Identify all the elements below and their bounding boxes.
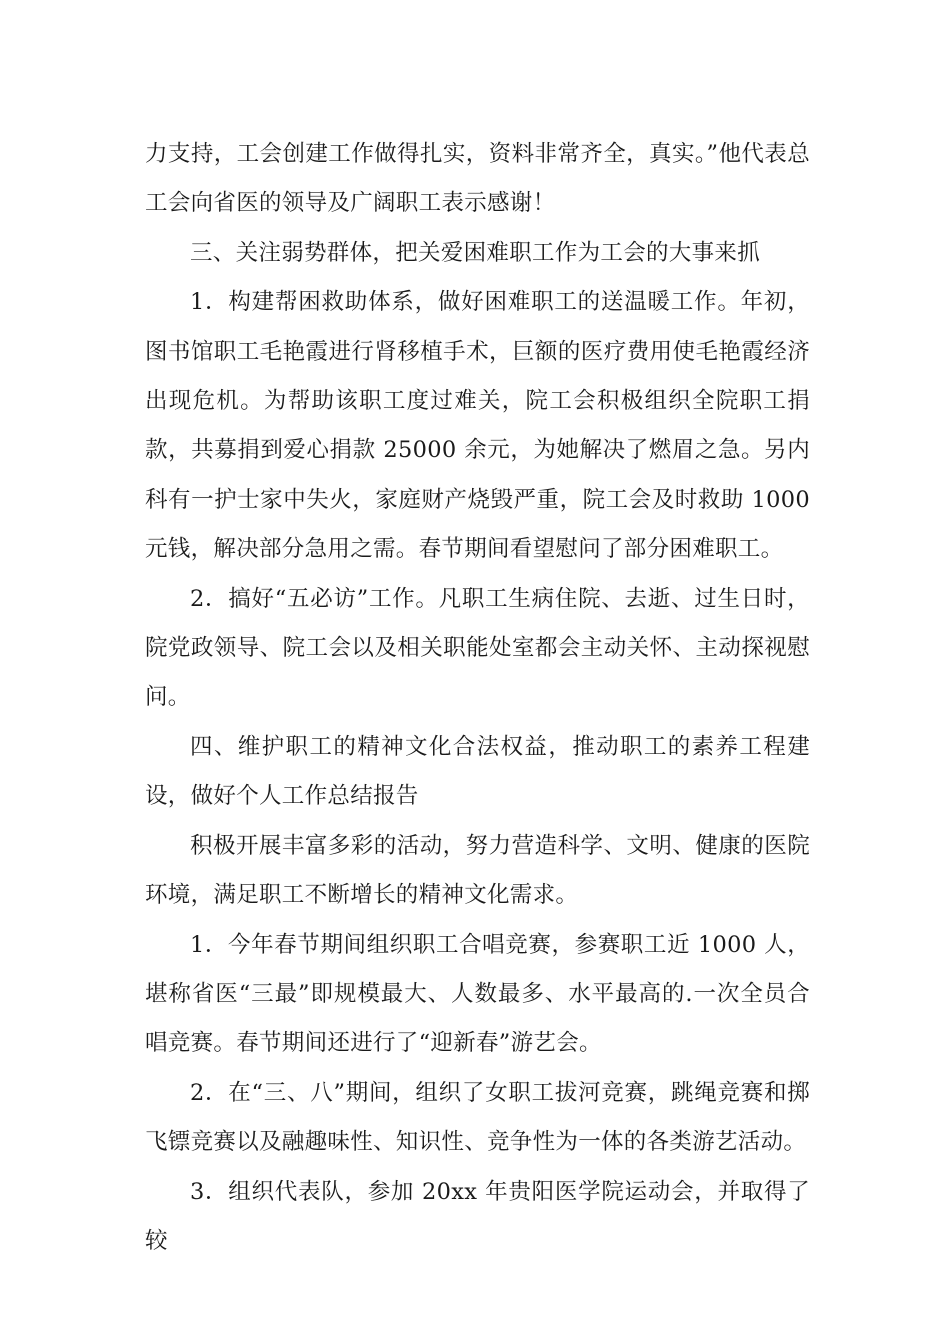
paragraph-8: 2．在“三、八”期间，组织了女职工拔河竞赛，跳绳竞赛和掷飞镖竞赛以及融趣味性、知识性、竞争性为一体的各类游艺活动。 xyxy=(145,1079,810,1156)
paragraph-4: 2．搞好“五必访”工作。凡职工生病住院、去逝、过生日时，院党政领导、院工会以及相关职能处室都会主动关怀、主动探视慰问。 xyxy=(145,585,810,711)
paragraph-1: 力支持，工会创建工作做得扎实，资料非常齐全，真实。”他代表总工会向省医的领导及广阔职工表示感谢！ xyxy=(145,141,810,217)
paragraph-3: 1．构建帮困救助体系，做好困难职工的送温暖工作。年初，图书馆职工毛艳霞进行肾移植手术，巨额的医疗费用使毛艳霞经济出现危机。为帮助该职工度过难关，院工会积极组织全院职工捐款，共募捐到爱心捐款 25000 余元，为她解决了燃眉之急。另内科有一护士家中失火，家庭财产烧毁严重，院工会及时救助 1000 元钱，解决部分急用之需。春节期间看望慰问了部分困难职工。 xyxy=(145,289,810,563)
paragraph-5: 四、维护职工的精神文化合法权益，推动职工的素养工程建设，做好个人工作总结报告 xyxy=(145,733,810,810)
paragraph-9: 3．组织代表队，参加 20xx 年贵阳医学院运动会，并取得了较 xyxy=(145,1178,810,1254)
paragraph-7: 1．今年春节期间组织职工合唱竞赛，参赛职工近 1000 人，堪称省医“三最”即规模最大、人数最多、水平最高的.一次全员合唱竞赛。春节期间还进行了“迎新春”游艺会。 xyxy=(145,931,810,1057)
document-body xyxy=(145,130,810,1266)
paragraph-6: 积极开展丰富多彩的活动，努力营造科学、文明、健康的医院环境，满足职工不断增长的精神文化需求。 xyxy=(145,832,810,909)
paragraph-2: 三、关注弱势群体，把关爱困难职工作为工会的大事来抓 xyxy=(190,239,761,266)
